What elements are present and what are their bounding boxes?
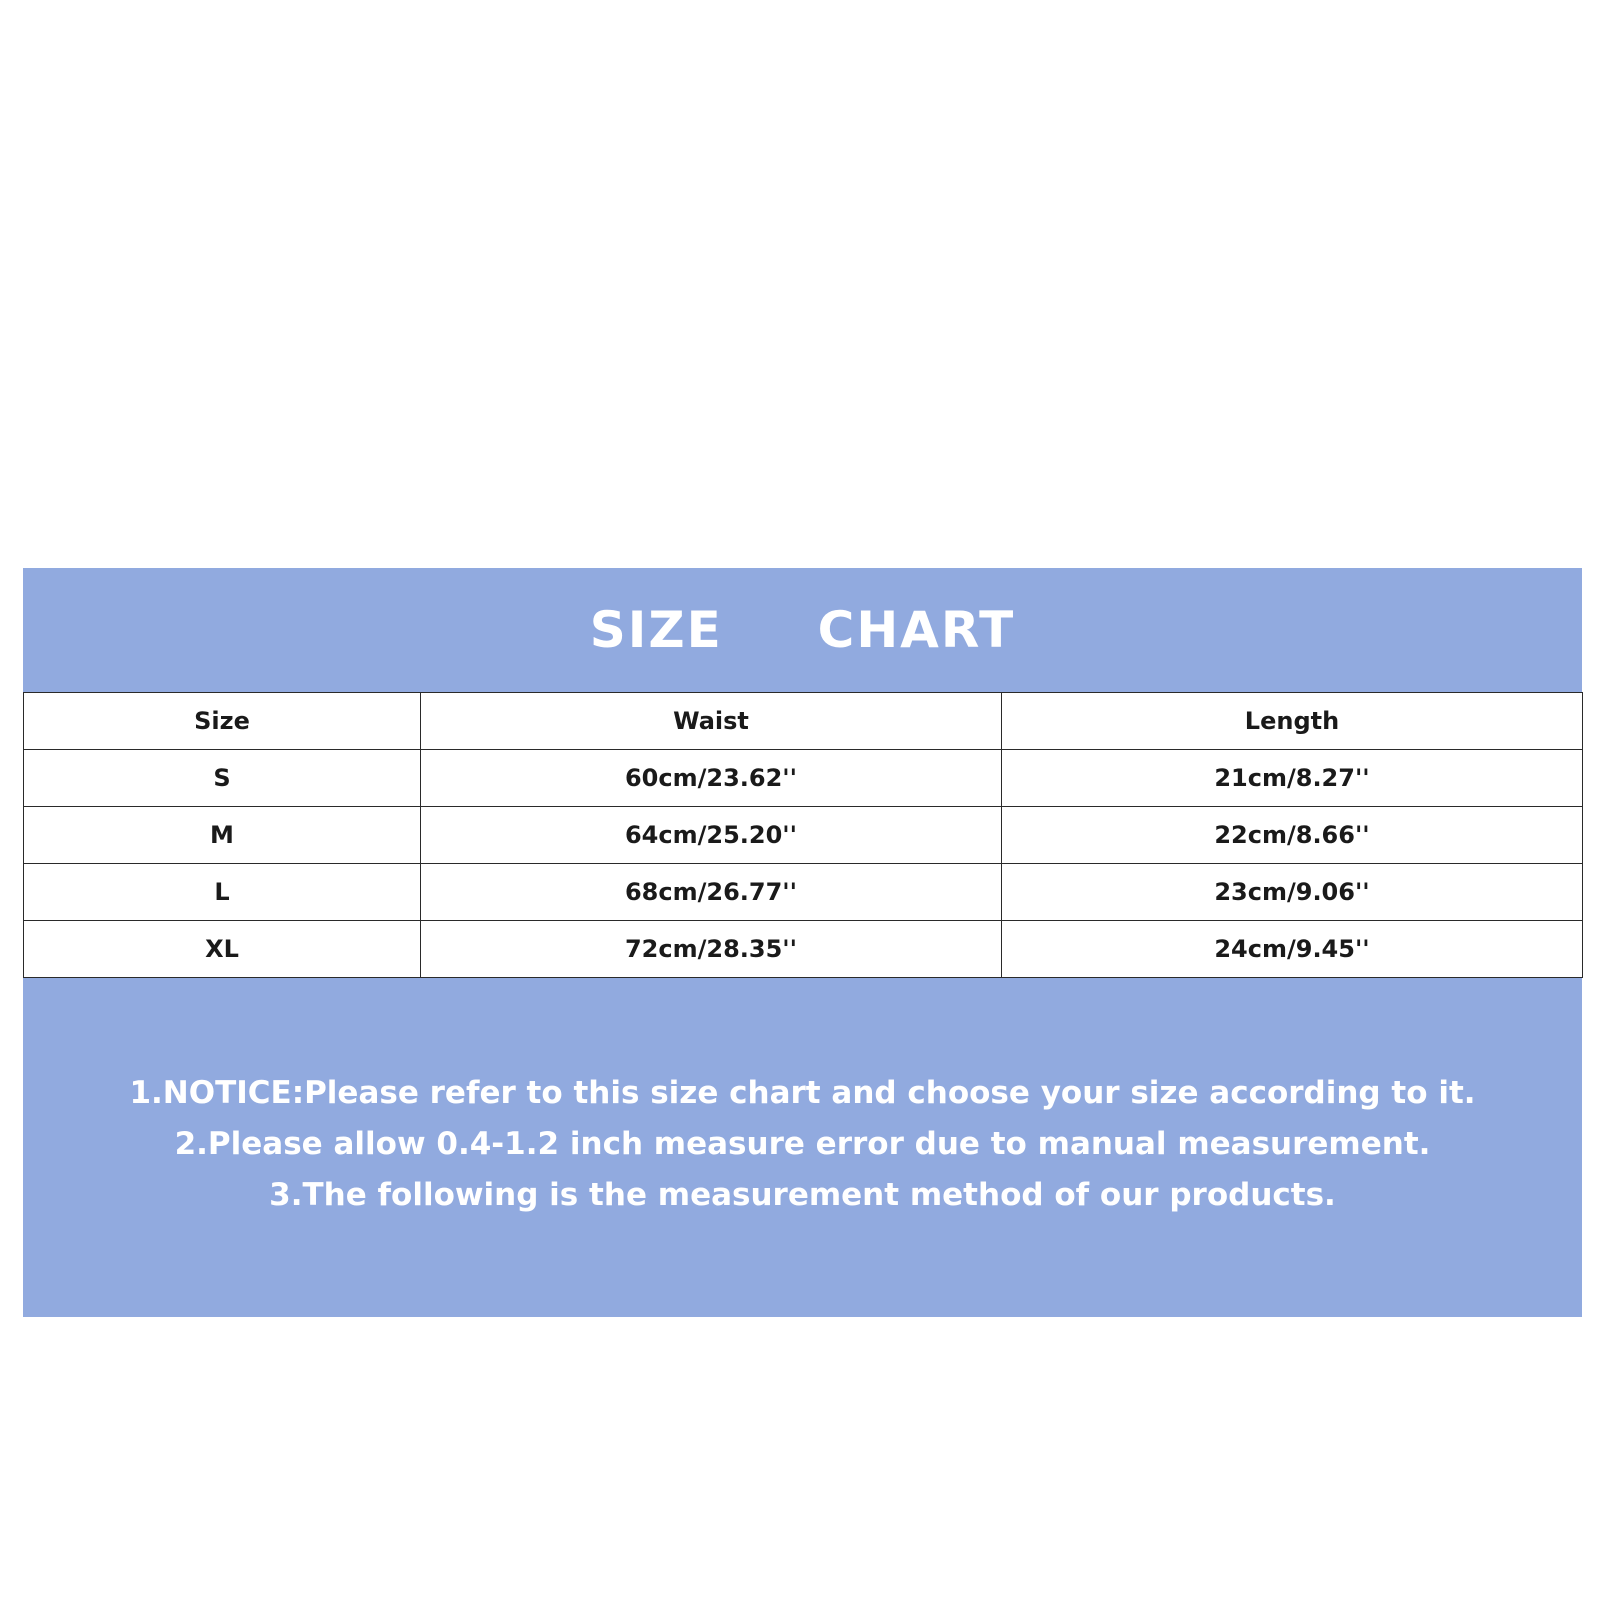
cell-size: M (24, 807, 421, 864)
cell-size: L (24, 864, 421, 921)
notice-line-2: 2.Please allow 0.4-1.2 inch measure error due to manual measurement. (174, 1126, 1431, 1162)
size-table (23, 692, 1583, 978)
cell-size: XL (24, 921, 421, 978)
header-length: Length (1002, 693, 1583, 750)
cell-length: 22cm/8.66'' (1002, 807, 1583, 864)
table-row (24, 807, 1583, 864)
table-row (24, 750, 1583, 807)
header-waist: Waist (421, 693, 1002, 750)
cell-waist: 64cm/25.20'' (421, 807, 1002, 864)
notice-line-3: 3.The following is the measurement method of our products. (269, 1177, 1336, 1213)
cell-waist: 68cm/26.77'' (421, 864, 1002, 921)
cell-length: 24cm/9.45'' (1002, 921, 1583, 978)
notice-line-1: 1.NOTICE:Please refer to this size chart and choose your size according to it. (129, 1075, 1476, 1111)
table-row (24, 921, 1583, 978)
cell-length: 21cm/8.27'' (1002, 750, 1583, 807)
cell-waist: 60cm/23.62'' (421, 750, 1002, 807)
cell-length: 23cm/9.06'' (1002, 864, 1583, 921)
cell-size: S (24, 750, 421, 807)
size-chart-panel (23, 568, 1582, 1317)
cell-waist: 72cm/28.35'' (421, 921, 1002, 978)
table-row (24, 864, 1583, 921)
table-header-row (24, 693, 1583, 750)
header-size: Size (24, 693, 421, 750)
chart-title: SIZE CHART (589, 601, 1016, 659)
notice-text (23, 1068, 1582, 1221)
